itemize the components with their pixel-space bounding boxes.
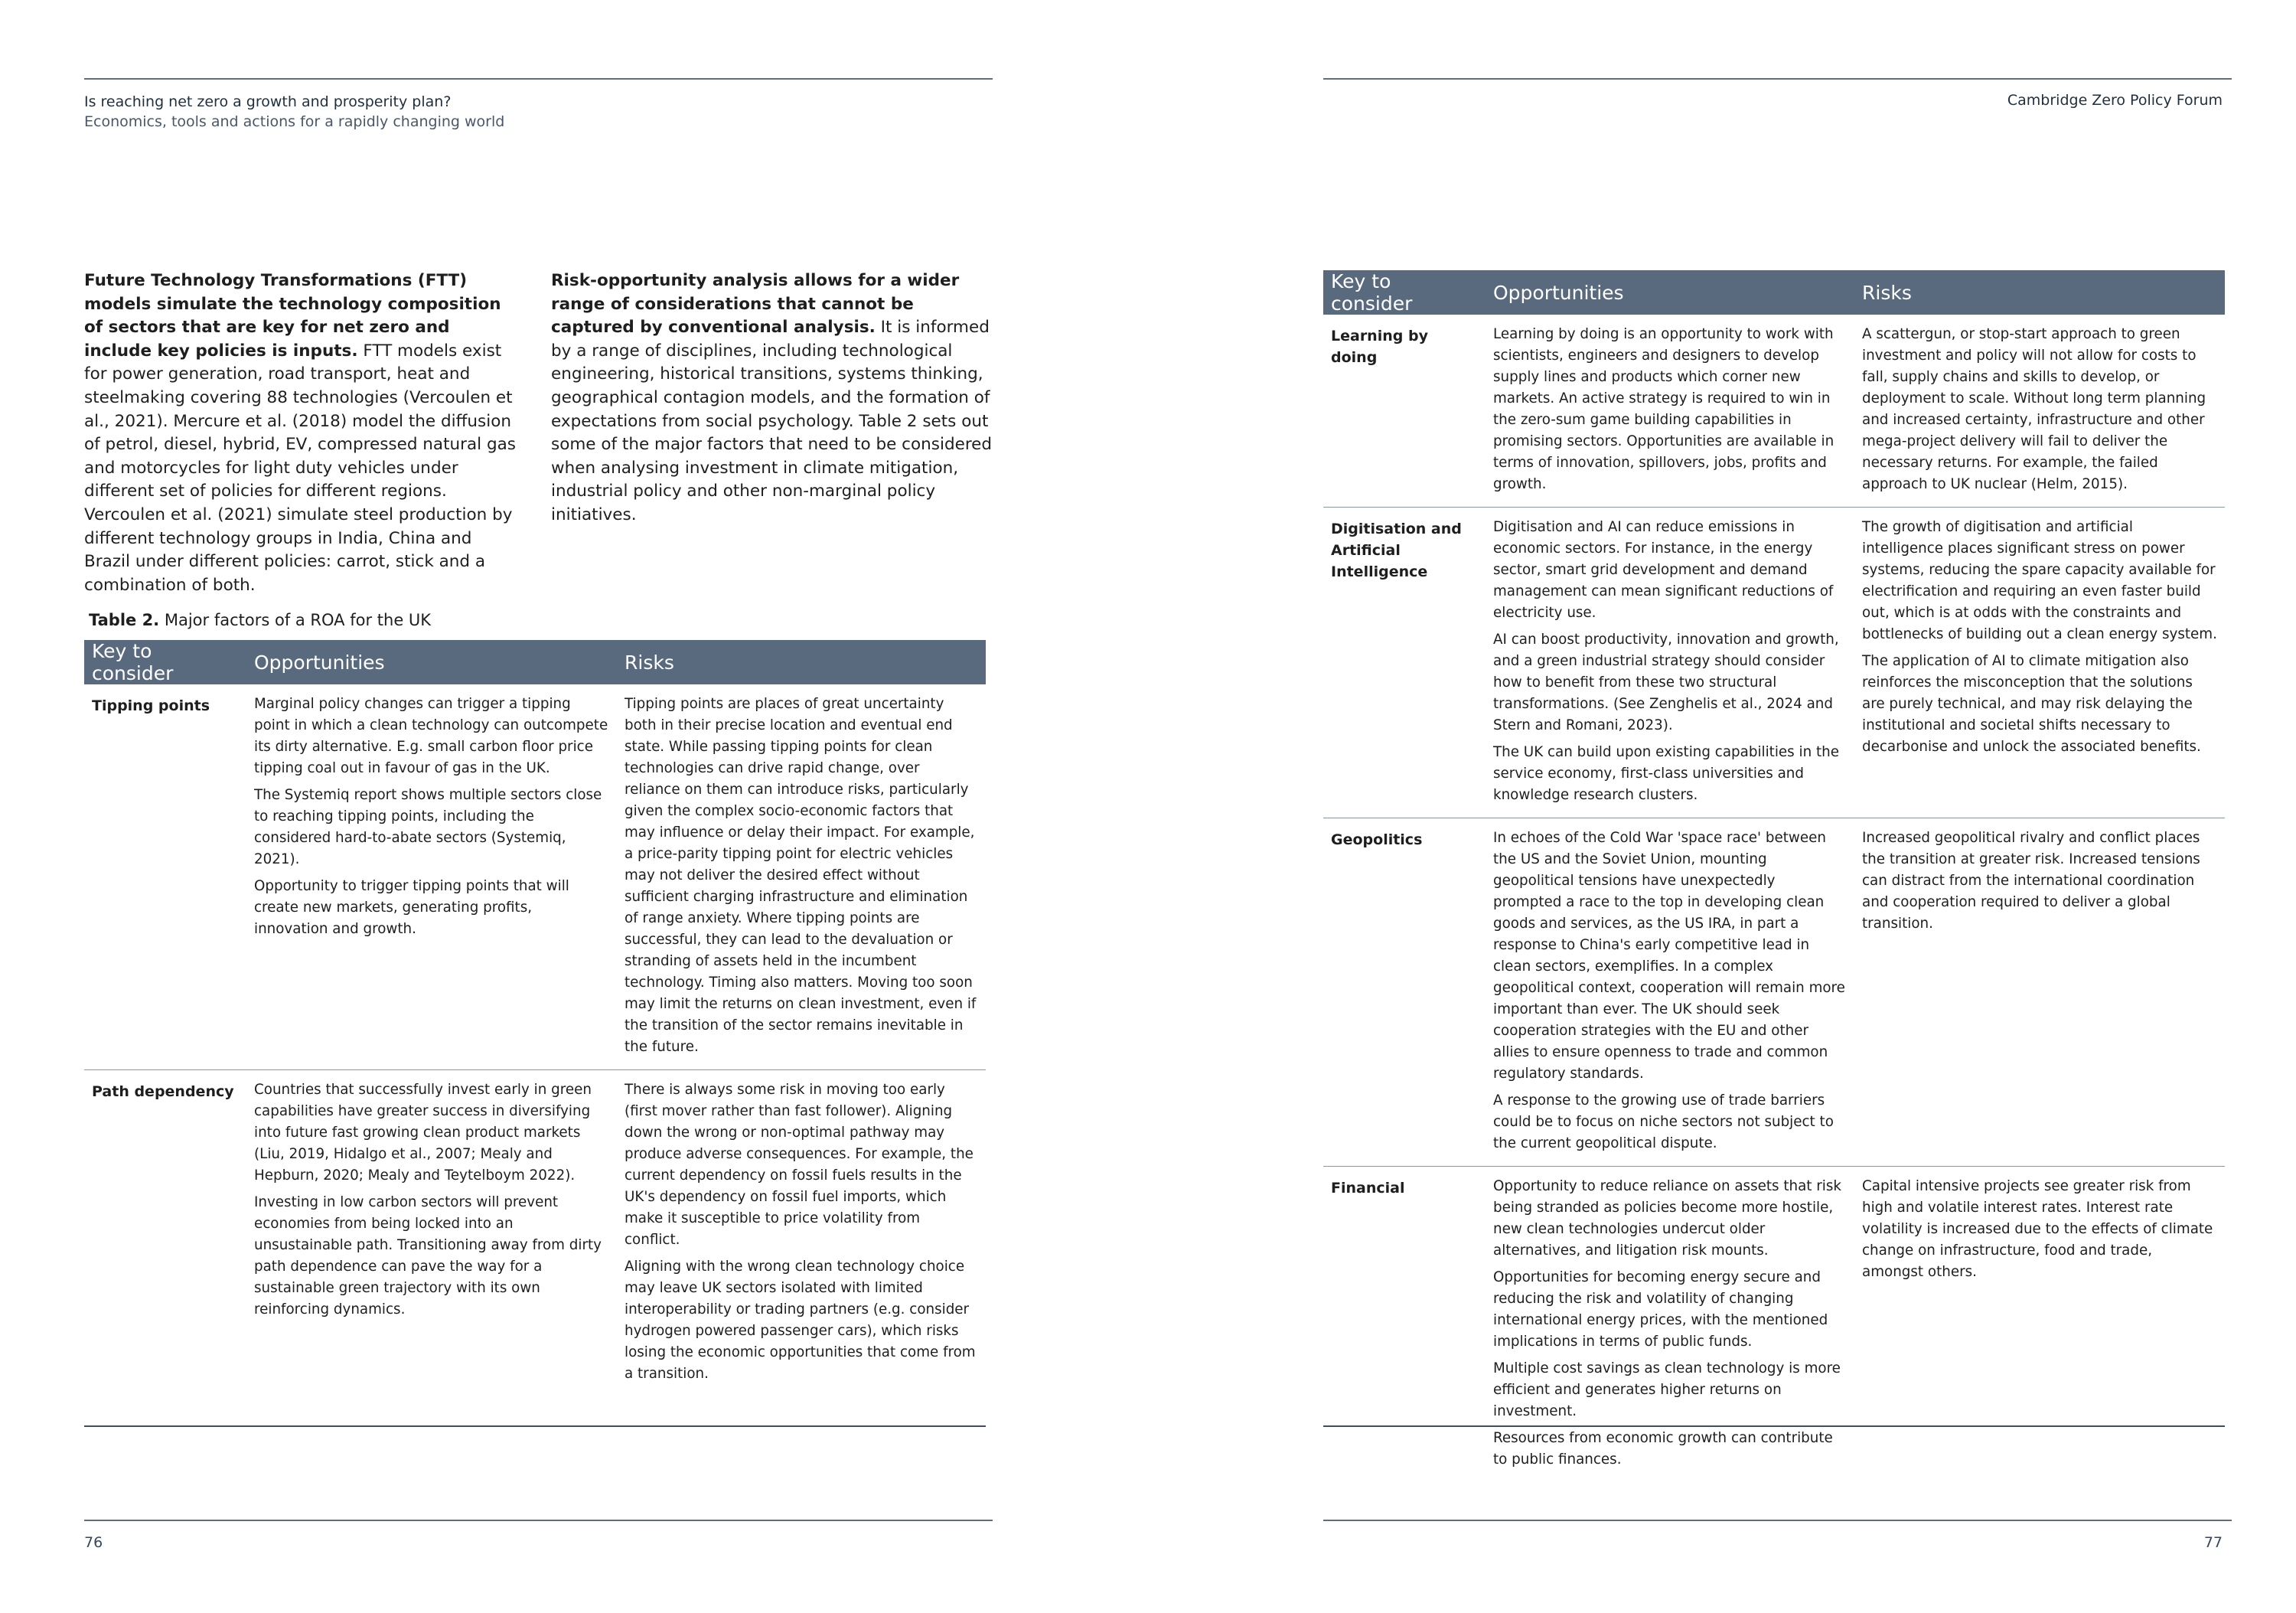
page-number: 77 [2203,1534,2223,1551]
header-rule [84,78,993,80]
cell-opportunities [1486,315,1854,508]
table-title: Major factors of a ROA for the UK [159,611,432,629]
row-key: Learning by doing [1323,315,1486,508]
right-page [1148,0,2296,1613]
opportunities-paragraph: In echoes of the Cold War 'space race' between the US and the Soviet Union, mounting geopolitical tensions have unexpectedly prompted a race to the top in developing clean goods and services, as the US IRA, in part a response to China's early competitive lead in clean sectors, exemplifies. In a complex geopolitical context, cooperation will remain more important than ever. The UK should seek cooperation strategies with the EU and other allies to ensure openness to trade and common regulatory standards. [1493,830,1845,1082]
opportunities-paragraph: AI can boost productivity, innovation and growth, and a green industrial strategy should consider how to benefit from these two structural transformations. (See Zenghelis et al., 2024 and Stern and Romani, 2023). [1493,632,1839,733]
cell-risks [1854,508,2225,818]
column-header-opportunities: Opportunities [1486,270,1854,315]
paragraph-text: FTT models exist for power generation, road transport, heat and steelmaking covering 88 technologies (Vercoulen et al., 2021). Mercure et al. (2018) model the diffusion of petrol, diesel, hybrid, EV, compressed natural gas and motorcycles for light duty vehicles under different set of policies for different regions. Vercoulen et al. (2021) simulate steel production by different technology groups in India, China and Brazil under different policies: carrot, stick and a combination of both. [84,341,517,595]
footer-rule [1323,1520,2232,1521]
risks-paragraph: The application of AI to climate mitigation also reinforces the misconception that the solutions are purely technical, and may risk delaying the institutional and societal shifts necessary to decarbonise and unlock the associated benefits. [1862,653,2201,755]
column-header-risks: Risks [1854,270,2225,315]
table-row [1323,818,2225,1167]
cell-opportunities [1486,818,1854,1167]
cell-opportunities [1486,1167,1854,1483]
opportunities-paragraph: The Systemiq report shows multiple sectors close to reaching tipping points, including the considered hard-to-abate sectors (Systemiq, 2021). [254,787,602,867]
running-header-title: Cambridge Zero Policy Forum [2007,92,2223,109]
cell-opportunities [1486,508,1854,818]
header-rule [1323,78,2232,80]
column-header-risks: Risks [617,640,986,684]
header-title: Is reaching net zero a growth and prosperity plan? [84,93,452,110]
opportunities-paragraph: Resources from economic growth can contribute to public finances. [1493,1430,1833,1468]
column-header-key: Key to consider [84,640,246,684]
opportunities-paragraph: Digitisation and AI can reduce emissions in economic sectors. For instance, in the energy sector, smart grid development and demand management can mean significant reductions of electricity use. [1493,519,1834,621]
risks-paragraph: Increased geopolitical rivalry and conflict places the transition at greater risk. Increased tensions can distract from the international coordination and cooperation required to deliver a global transition. [1862,830,2200,932]
header-subtitle: Economics, tools and actions for a rapidly changing world [84,113,505,130]
opportunities-paragraph: Opportunity to reduce reliance on assets that risk being stranded as policies become more hostile, new clean technologies undercut older alternatives, and litigation risk mounts. [1493,1178,1841,1259]
paragraph-text: It is informed by a range of disciplines, including technological engineering, historical transitions, systems thinking, geographical contagion models, and the formation of expectations from social psychology. Table 2 sets out some of the major factors that need to be considered when analysing investment in climate mitigation, industrial policy and other non-marginal policy initiatives. [551,318,993,524]
row-key: Path dependency [92,1083,234,1100]
risks-paragraph: Aligning with the wrong clean technology choice may leave UK sectors isolated with limited interoperability or trading partners (e.g. consider hydrogen powered passenger cars), which risks losing the economic opportunities that come from a transition. [625,1259,976,1382]
opportunities-paragraph: Opportunity to trigger tipping points that will create new markets, generating profits, innovation and growth. [254,878,569,937]
lead-sentence: Risk-opportunity analysis allows for a wider range of considerations that cannot be captured by conventional analysis. [551,271,960,338]
opportunities-paragraph: Marginal policy changes can trigger a tipping point in which a clean technology can outcompete its dirty alternative. E.g. small carbon floor price tipping coal out in favour of gas in the UK. [254,696,608,776]
table-header-row [84,640,986,684]
column-header-key: Key to consider [1323,270,1486,315]
table-caption [89,611,431,629]
opportunities-paragraph: Learning by doing is an opportunity to work with scientists, engineers and designers to develop supply lines and products which corner new markets. An active strategy is required to win in the zero-sum game building capabilities in promising sectors. Opportunities are available in terms of innovation, spillovers, jobs, profits and growth. [1493,326,1835,492]
row-key: Tipping points [84,684,246,1070]
column-header-opportunities: Opportunities [246,640,617,684]
table-label: Table 2. [89,611,160,629]
risks-paragraph: There is always some risk in moving too early (first mover rather than fast follower). Aligning down the wrong or non-optimal pathway may produce adverse consequences. For example, the current dependency on fossil fuels results in the UK's dependency on fossil fuel imports, which make it susceptible to price volatility from conflict. [625,1082,974,1248]
page-number: 76 [84,1534,103,1551]
table-bottom-rule [1323,1425,2225,1427]
table-row [1323,315,2225,508]
cell-risks [1854,818,2225,1167]
opportunities-paragraph: A response to the growing use of trade barriers could be to focus on niche sectors not subject to the current geopolitical dispute. [1493,1092,1834,1151]
risks-paragraph: A scattergun, or stop-start approach to green investment and policy will not allow for costs to fall, supply chains and skills to develop, or deployment to scale. Without long term planning and increased certainty, infrastructure and other mega-project delivery will fail to deliver the necessary returns. For example, the failed approach to UK nuclear (Helm, 2015). [1862,326,2206,492]
table-bottom-rule [84,1425,986,1427]
risks-paragraph: The growth of digitisation and artificial intelligence places significant stress on power systems, reducing the spare capacity available for electrification and requiring an even faster build out, which is at odds with the constraints and bottlenecks of building out a clean energy system. [1862,519,2217,642]
table-row [1323,508,2225,818]
opportunities-paragraph: Opportunities for becoming energy secure and reducing the risk and volatility of changing international energy prices, with the mentioned implications in terms of public funds. [1493,1269,1828,1350]
roa-table-left [84,640,986,1396]
opportunities-paragraph: The UK can build upon existing capabilities in the service economy, first-class universities and knowledge research clusters. [1493,744,1839,803]
lead-sentence: Future Technology Transformations (FTT) models simulate the technology composition of sectors that are key for net zero and include key policies is inputs. [84,271,501,361]
footer-rule [84,1520,993,1521]
cell-opportunities [246,1070,617,1397]
risks-paragraph: Capital intensive projects see greater risk from high and volatile interest rates. Interest rate volatility is increased due to the effects of climate change on infrastructure, food and trade, amongst others. [1862,1178,2213,1280]
row-key: Geopolitics [1323,818,1486,1167]
opportunities-paragraph: Countries that successfully invest early in green capabilities have greater success in diversifying into future fast growing clean product markets (Liu, 2019, Hidalgo et al., 2007; Mealy and Hepburn, 2020; Mealy and Teytelboym 2022). [254,1082,592,1184]
cell-risks [617,1070,986,1397]
body-column-1 [84,269,520,597]
body-column-2 [551,269,993,527]
cell-risks [1854,1167,2225,1483]
table-row [84,684,986,1070]
running-header [84,92,504,132]
row-key: Financial [1331,1180,1405,1197]
cell-risks [1854,315,2225,508]
table-header-row [1323,270,2225,315]
table-row [1323,1167,2225,1483]
cell-risks [617,684,986,1070]
cell-opportunities [246,684,617,1070]
table-row [84,1070,986,1397]
risks-paragraph: Tipping points are places of great uncertainty both in their precise location and eventual end state. While passing tipping points for clean technologies can drive rapid change, over reliance on them can introduce risks, particularly given the complex socio-economic factors that may influence or delay their impact. For example, a price-parity tipping point for electric vehicles may not deliver the desired effect without sufficient charging infrastructure and elimination of range anxiety. Where tipping points are successful, they can lead to the devaluation or stranding of assets held in the incumbent technology. Timing also matters. Moving too soon may limit the returns on clean investment, even if the transition of the sector remains inevitable in the future. [625,696,977,1055]
row-key: Digitisation and Artificial Intelligence [1323,508,1486,818]
opportunities-paragraph: Multiple cost savings as clean technology is more efficient and generates higher returns on investment. [1493,1360,1841,1419]
roa-table-right [1323,270,2225,1482]
opportunities-paragraph: Investing in low carbon sectors will prevent economies from being locked into an unsustainable path. Transitioning away from dirty path dependence can pave the way for a sustainable green trajectory with its own reinforcing dynamics. [254,1194,602,1318]
